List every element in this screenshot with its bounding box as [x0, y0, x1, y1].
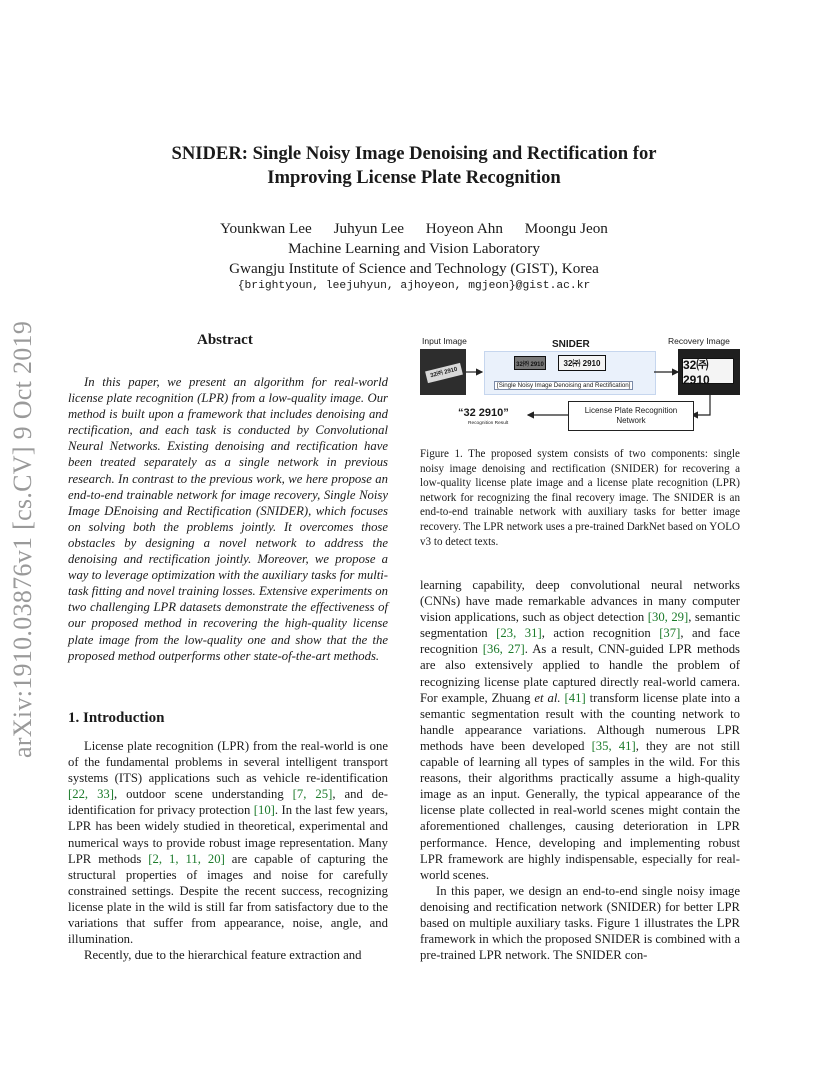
- title-line-1: SNIDER: Single Noisy Image Denoising and Rectification for: [171, 143, 657, 164]
- intro-paragraph-2: Recently, due to the hierarchical feature extraction and: [84, 948, 362, 963]
- figure-caption: Figure 1. The proposed system consists of two components: single noisy image denoising and rectification (SNIDER) for recovering a low-quality license plate image and a license plate recognition (LPR) network for recognizing the final recovery image. The SNIDER is an end-to-end trainable network with auxiliary tasks for better image recovery. The LPR network uses a pre-trained DarkNet based on YOLO v3 to detect texts.: [420, 448, 740, 548]
- figure-1: [420, 335, 740, 437]
- introduction-heading: 1. Introduction: [68, 710, 165, 726]
- snider-input-plate: 32㈜ 2910: [514, 356, 546, 370]
- abstract-body: [68, 374, 388, 664]
- affiliation-lab: Machine Learning and Vision Laboratory: [288, 240, 540, 257]
- citation-link[interactable]: [37]: [659, 626, 681, 641]
- author-name: Moongu Jeon: [524, 220, 608, 237]
- abstract-paragraph: In this paper, we present an algorithm for real-world license plate recognition (LPR) from a low-quality image. Our method is built upon a framework that includes denoising and rectification, and each task is conducted by Convolutional Neural Networks. Existing denoising and rectification have been treated separately as a single network in previous research. In contrast to the previous work, we here propose an end-to-end trainable network for image recovery, Single Noisy Image DEnoising and Rectification (SNIDER), which focuses on solving both the problems jointly. It overcomes those obstacles by designing a novel network to address the denoising and rectification jointly. Moreover, we propose a way to leverage optimization with the auxiliary tasks for multi-task fitting and novel training losses. Extensive experiments on two challenging LPR datasets demonstrate the effectiveness of our proposed method in recovering the high-quality license plate image from the low-quality one and show that the the proposed method outperforms other state-of-the-art methods.: [68, 375, 388, 663]
- recovery-image-label: Recovery Image: [668, 336, 730, 346]
- citation-link[interactable]: [41]: [564, 690, 586, 705]
- title-line-2: Improving License Plate Recognition: [267, 167, 561, 188]
- snider-output-plate: 32㈜ 2910: [558, 355, 606, 371]
- author-name: Younkwan Lee: [220, 220, 312, 237]
- citation-link[interactable]: [10]: [253, 803, 275, 818]
- citation-link[interactable]: [30, 29]: [647, 610, 689, 625]
- intro-paragraph-1: License plate recognition (LPR) from the real-world is one of the fundamental problems in several intelligent transport systems (ITS) applications such as vehicle re-identification [22, 33], outdoor scene understanding [7, 25], and de-identification for privacy protection [10]. In the last few years, LPR has been widely studied in theoretical, experimental and numerical ways to provide robust image representation. Many LPR methods [2, 1, 11, 20] are capable of capturing the structural properties of images and noise for carefully constrained settings. Despite the recent success, recognizing license plate in the wild is still far from satisfactory due to the variations that suffer from appearance, noise, angle, and illumination.: [68, 739, 389, 947]
- citation-link[interactable]: [22, 33]: [68, 787, 114, 802]
- input-plate-text: 32㈜ 2910: [425, 363, 463, 383]
- recognition-result-text: “32 2910”: [458, 407, 509, 419]
- author-emails: {brightyoun, leejuhyun, ajhoyeon, mgjeon}@gist.ac.kr: [237, 280, 591, 292]
- recovery-plate-image: [678, 349, 740, 395]
- abstract-heading: Abstract: [197, 332, 253, 348]
- arxiv-stamp: [6, 298, 46, 758]
- author-block: [100, 219, 728, 279]
- arxiv-stamp-text: arXiv:1910.03876v1 [cs.CV] 9 Oct 2019: [8, 320, 37, 758]
- recognition-result-sub: Recognition Result: [468, 421, 509, 426]
- citation-link[interactable]: [23, 31]: [496, 626, 542, 641]
- citation-link[interactable]: [35, 41]: [591, 738, 636, 753]
- author-name: Hoyeon Ahn: [425, 220, 503, 237]
- paper-title: [100, 142, 728, 190]
- lpr-box-line-2: Network: [616, 416, 646, 425]
- citation-link[interactable]: [7, 25]: [292, 787, 333, 802]
- right-column-body: [420, 577, 740, 963]
- snider-label: SNIDER: [552, 339, 590, 350]
- author-name: Juhyun Lee: [333, 220, 404, 237]
- introduction-body: [68, 738, 388, 963]
- lpr-network-box: [568, 401, 694, 431]
- right-paragraph-1: learning capability, deep convolutional neural networks (CNNs) have made remarkable advances in many computer vision applications, such as object detection [30, 29], semantic segmentation [23, 31], action recognition [37], and face recognition [36, 27]. As a result, CNN-guided LPR methods are also extensively applied to handle the problem of recognizing license plate captured directly real-world camera. For example, Zhuang et al. [41] transform license plate into a semantic segmentation result with the counting network to handle appearance variations. Although numerous LPR methods have been developed [35, 41], they are not still capable of learning all types of samples in the wild. For this reasons, their algorithms practically assume a high-quality image as an input. Generally, the typical appearance of the license plate collected in real-world scenes might contain the aforementioned challenges, causing deterioration in LPR performance. Hence, developing and implementing robust LPR framework are highly indispensable, especially for real-world scenes.: [420, 578, 741, 882]
- input-image-label: Input Image: [422, 336, 467, 346]
- lpr-box-line-1: License Plate Recognition: [584, 406, 678, 415]
- right-paragraph-2: In this paper, we design an end-to-end single noisy image denoising and rectification network (SNIDER) for better LPR based on multiple auxiliary tasks. Figure 1 illustrates the LPR framework in which the proposed SNIDER is combined with a pre-trained LPR network. The SNIDER con-: [420, 883, 740, 963]
- citation-link[interactable]: [2, 1, 11, 20]: [148, 851, 225, 866]
- citation-link[interactable]: [36, 27]: [482, 642, 525, 657]
- recovery-plate-text: 32㈜ 2910: [682, 358, 734, 384]
- affiliation-institute: Gwangju Institute of Science and Technology (GIST), Korea: [229, 260, 599, 277]
- snider-bracket-text: [Single Noisy Image Denoising and Rectification]: [494, 381, 633, 390]
